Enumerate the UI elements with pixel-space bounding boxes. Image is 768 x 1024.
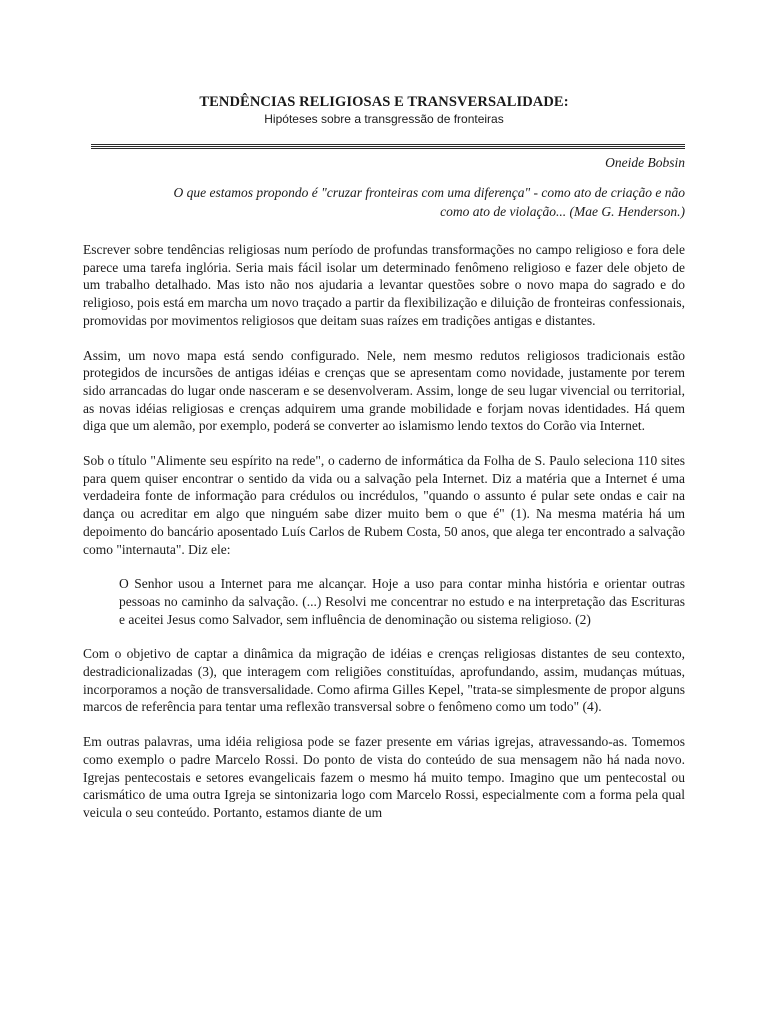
epigraph-line: O que estamos propondo é "cruzar fronteiras com uma diferença" - como ato de criação e não (173, 185, 685, 200)
body-paragraph: Com o objetivo de captar a dinâmica da migração de idéias e crenças religiosas distantes de seu contexto, destradicionalizadas (3), que interagem com religiões constituídas, aprofundando, assim, mudanças mútuas, incorporamos a noção de transversalidade. Como afirma Gilles Kepel, "trata-se simplesmente de propor alguns marcos de referência para tentar uma reflexão transversal sobre o fenômeno como um todo" (4). (83, 646, 685, 715)
epigraph-line: como ato de violação... (Mae G. Henderson.) (440, 204, 685, 219)
document-title: TENDÊNCIAS RELIGIOSAS E TRANSVERSALIDADE: (199, 94, 569, 110)
body-paragraph: Escrever sobre tendências religiosas num período de profundas transformações no campo religioso e fora dele parece uma tarefa inglória. Seria mais fácil isolar um determinado fenômeno religioso e fazer dele objeto de um trabalho detalhado. Mas isto não nos ajudaria a levantar questões sobre o novo mapa do sagrado e do religioso, pois está em marcha um novo traçado a partir da flexibilização e diluição de fronteiras confessionais, promovidas por movimentos religiosos que deitam suas raízes em tradições antigas e distantes. (83, 242, 685, 328)
author-name: Oneide Bobsin (605, 155, 685, 170)
document-page (83, 0, 685, 822)
body-paragraph: Em outras palavras, uma idéia religiosa pode se fazer presente em várias igrejas, atravessando-as. Tomemos como exemplo o padre Marcelo Rossi. Do ponto de vista do conteúdo de sua mensagem não há nada novo. Igrejas pentecostais e setores evangelicais fazem o mesmo há muito tempo. Imagino que um pentecostal ou carismático de uma outra Igreja se sintonizaria logo com Marcelo Rossi, especialmente com a forma pela qual veicula o seu conteúdo. Portanto, estamos diante de um (83, 734, 685, 820)
body-paragraph: Sob o título "Alimente seu espírito na rede", o caderno de informática da Folha de S. Paulo seleciona 110 sites para quem quiser encontrar o sentido da vida ou a salvação pela Internet. Diz a matéria que a Internet é uma verdadeira fonte de informação para crédulos ou incrédulos, "quando o assunto é pular sete ondas e cair na dança ou acreditar em algo que ninguém sabe dizer muito bem o que é" (1). Na mesma matéria há um depoimento do bancário aposentado Luís Carlos de Rubem Costa, 50 anos, que alega ter encontrado a salvação como "internauta". Diz ele: (83, 453, 685, 557)
title-separator-rule (91, 144, 685, 149)
body-paragraph: Assim, um novo mapa está sendo configurado. Nele, nem mesmo redutos religiosos tradicionais estão protegidos de incursões de antigas idéias e crenças que se apresentam como novidade, justamente por terem sido arrancadas do lugar onde nasceram e se desenvolveram. Assim, longe de seu lugar vivencial ou territorial, as novas idéias religiosas e crenças adquirem uma grande mobilidade e forjam novas identidades. Há quem diga que um alemão, por exemplo, poderá se converter ao islamismo lendo textos do Corão via Internet. (83, 347, 685, 434)
epigraph (83, 183, 685, 221)
document-subtitle: Hipóteses sobre a transgressão de fronteiras (264, 112, 504, 126)
block-quote: O Senhor usou a Internet para me alcançar. Hoje a uso para contar minha história e orientar outras pessoas no caminho da salvação. (...) Resolvi me concentrar no estudo e na interpretação das Escrituras e aceitei Jesus como Salvador, sem influência de denominação ou sistema religioso. (2) (119, 576, 685, 627)
